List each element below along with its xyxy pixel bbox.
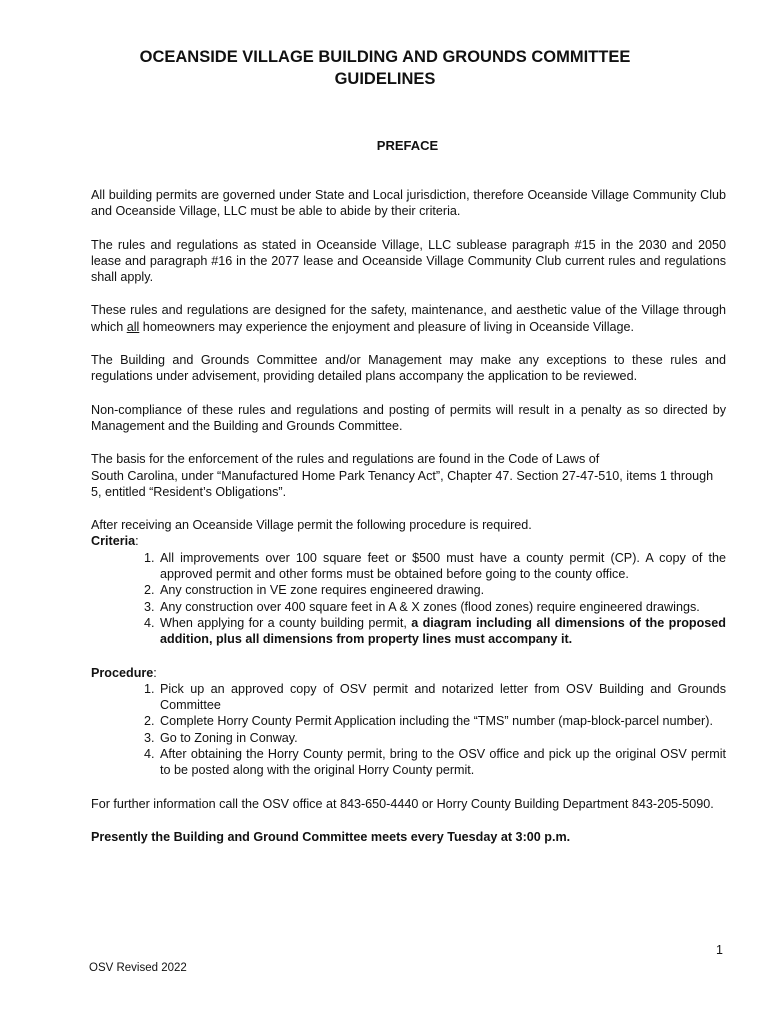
criteria-heading: Criteria: xyxy=(91,534,139,549)
procedure-item: 2. Complete Horry County Permit Application including the “TMS” number (map-block-parcel number). xyxy=(158,713,726,729)
footer-revision: OSV Revised 2022 xyxy=(89,962,187,974)
document-body xyxy=(91,187,726,862)
purpose-text-start: These rules and regulations are designed for the safety, maintenance, and aesthetic value of the Village through which xyxy=(91,303,726,334)
title-line-1: OCEANSIDE VILLAGE BUILDING AND GROUNDS COMMITTEE xyxy=(139,48,631,66)
purpose-underlined-all: all xyxy=(126,319,140,334)
paragraph-enforcement xyxy=(91,451,726,500)
criteria-list xyxy=(91,550,726,648)
criteria-item: 3. Any construction over 400 square feet in A & X zones (flood zones) require engineered drawings. xyxy=(158,599,726,615)
procedure-list xyxy=(91,681,726,779)
paragraph-procedure-intro: After receiving an Oceanside Village permit the following procedure is required. xyxy=(91,518,532,533)
document-title xyxy=(60,46,710,90)
enforcement-line-2: South Carolina, under “Manufactured Home Park Tenancy Act”, Chapter 47. Section 27-47-510, items 1 through 5, entitled “Resident’s Obligations”. xyxy=(91,468,714,499)
procedure-item: 4. After obtaining the Horry County permit, bring to the OSV office and pick up the original OSV permit to be posted along with the original Horry County permit. xyxy=(158,746,726,779)
paragraph-purpose xyxy=(91,302,726,335)
paragraph-meeting-note: Presently the Building and Ground Committee meets every Tuesday at 3:00 p.m. xyxy=(91,829,571,844)
criteria-4-bold-text: a diagram including all dimensions of the proposed addition, plus all dimensions from property lines must accompany it. xyxy=(160,615,726,647)
criteria-label: Criteria xyxy=(91,534,136,549)
page-number: 1 xyxy=(716,943,723,957)
procedure-item: 3. Go to Zoning in Conway. xyxy=(158,730,726,746)
section-heading-preface: PREFACE xyxy=(376,138,439,153)
criteria-item: 1. All improvements over 100 square feet or $500 must have a county permit (CP). A copy of the approved permit and other forms must be obtained before going to the county office. xyxy=(158,550,726,583)
procedure-item: 1. Pick up an approved copy of OSV permit and notarized letter from OSV Building and Grounds Committee xyxy=(158,681,726,714)
enforcement-line-1: The basis for the enforcement of the rules and regulations are found in the Code of Laws of xyxy=(91,452,600,467)
purpose-text-end: homeowners may experience the enjoyment and pleasure of living in Oceanside Village. xyxy=(139,319,635,334)
criteria-item xyxy=(158,615,726,648)
paragraph-lease-rules: The rules and regulations as stated in Oceanside Village, LLC sublease paragraph #15 in the 2030 and 2050 lease and paragraph #16 in the 2077 lease and Oceanside Village Community Club current rules and regulations shall apply. xyxy=(91,237,726,285)
paragraph-exceptions: The Building and Grounds Committee and/or Management may make any exceptions to these rules and regulations under advisement, providing detailed plans accompany the application to be reviewed. xyxy=(91,353,726,384)
paragraph-non-compliance: Non-compliance of these rules and regulations and posting of permits will result in a penalty as so directed by Management and the Building and Grounds Committee. xyxy=(91,402,726,433)
procedure-heading: Procedure: xyxy=(91,665,157,680)
title-line-2: GUIDELINES xyxy=(334,70,436,88)
paragraph-contact: For further information call the OSV office at 843-650-4440 or Horry County Building Department 843-205-5090. xyxy=(91,796,714,811)
procedure-label: Procedure xyxy=(91,665,154,680)
criteria-item: 2. Any construction in VE zone requires engineered drawing. xyxy=(158,582,726,598)
criteria-4-text: When applying for a county building permit, xyxy=(160,615,412,630)
paragraph-jurisdiction: All building permits are governed under State and Local jurisdiction, therefore Oceanside Village Community Club and Oceanside Village, LLC must be able to abide by their criteria. xyxy=(91,188,726,219)
